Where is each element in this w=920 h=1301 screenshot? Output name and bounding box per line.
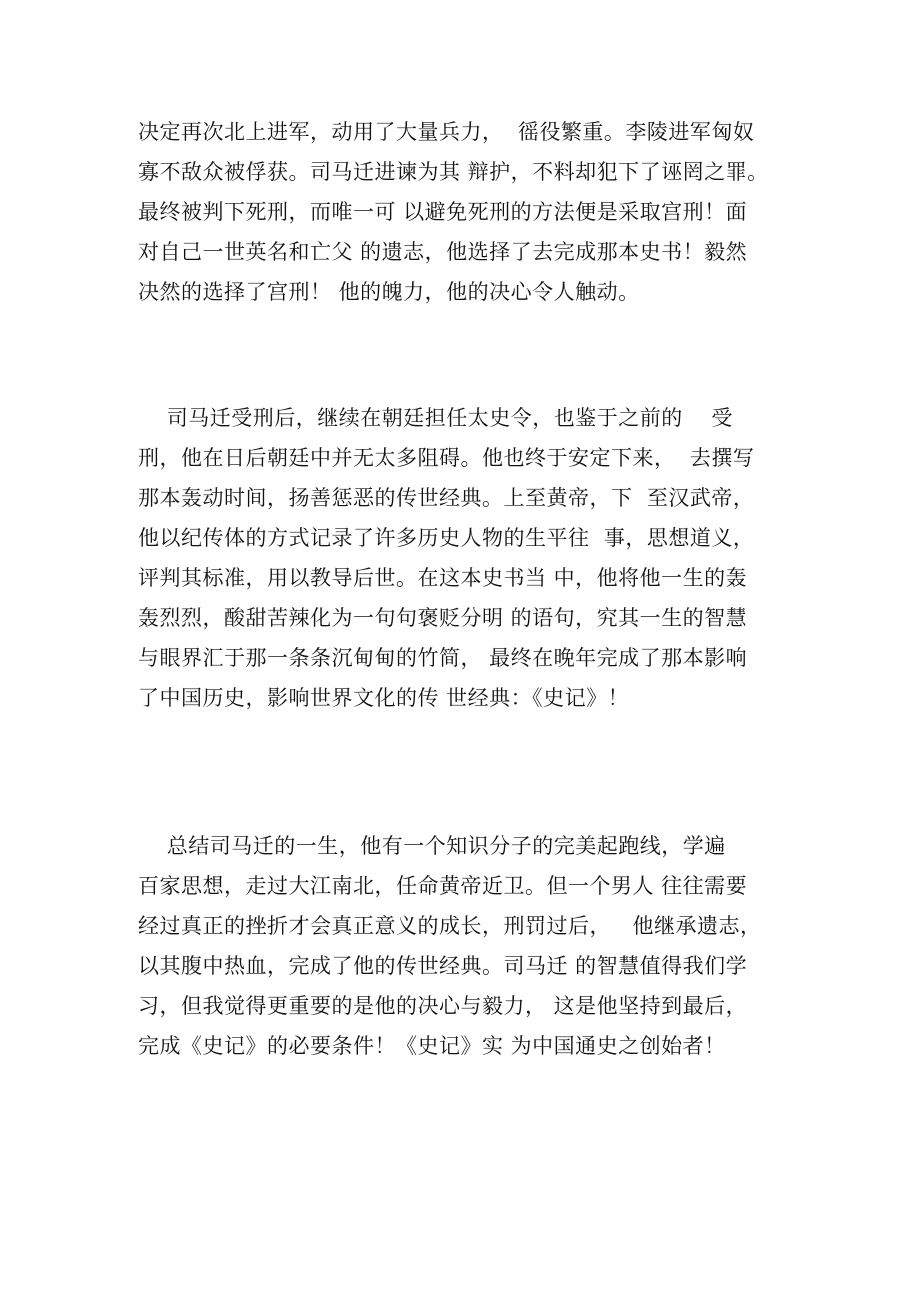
paragraph-after-punishment <box>138 398 818 718</box>
text-line: 司马迁受刑后，继续在朝廷担任太史令，也鉴于之前的 受 <box>138 406 733 430</box>
text-line: 轰烈烈，酸甜苦辣化为一句句褒贬分明 的语句，究其一生的智慧 <box>138 606 748 630</box>
text-line: 寡不敌众被俘获。司马迁进谏为其 辩护，不料却犯下了诬罔之罪。 <box>138 160 769 184</box>
text-line: 与眼界汇于那一条条沉甸甸的竹简， 最终在晚年完成了那本影响 <box>138 646 748 670</box>
text-line: 最终被判下死刑，而唯一可 以避免死刑的方法便是采取宫刑！面 <box>138 200 748 224</box>
text-line: 总结司马迁的一生，他有一个知识分子的完美起跑线，学遍 <box>138 834 726 858</box>
text-line: 百家思想，走过大江南北，任命黄帝近卫。但一个男人 往往需要 <box>138 874 748 898</box>
text-line: 完成《史记》的必要条件！《史记》实 为中国通史之创始者！ <box>138 1034 726 1058</box>
text-line: 对自己一世英名和亡父 的遗志，他选择了去完成那本史书！毅然 <box>138 240 748 264</box>
paragraph-li-ling-affair <box>138 112 818 312</box>
text-line: 习，但我觉得更重要的是他的决心与毅力， 这是他坚持到最后， <box>138 994 748 1018</box>
text-line: 评判其标准，用以教导后世。在这本史书当 中，他将他一生的轰 <box>138 566 748 590</box>
text-line: 决定再次北上进军，动用了大量兵力， 徭役繁重。李陵进军匈奴 <box>138 120 755 144</box>
paragraph-summary <box>138 826 818 1066</box>
text-line: 以其腹中热血，完成了他的传世经典。司马迁 的智慧值得我们学 <box>138 954 748 978</box>
text-line: 那本轰动时间，扬善惩恶的传世经典。上至黄帝，下 至汉武帝， <box>138 486 755 510</box>
text-line: 他以纪传体的方式记录了许多历史人物的生平往 事，思想道义， <box>138 526 755 550</box>
text-line: 了中国历史，影响世界文化的传 世经典：《史记》！ <box>138 686 630 710</box>
text-line: 决然的选择了宫刑！ 他的魄力，他的决心令人触动。 <box>138 280 640 304</box>
text-line: 经过真正的挫折才会真正意义的成长，刑罚过后， 他继承遗志， <box>138 914 762 938</box>
text-line: 刑，他在日后朝廷中并无太多阻碍。他也终于安定下来， 去撰写 <box>138 446 755 470</box>
